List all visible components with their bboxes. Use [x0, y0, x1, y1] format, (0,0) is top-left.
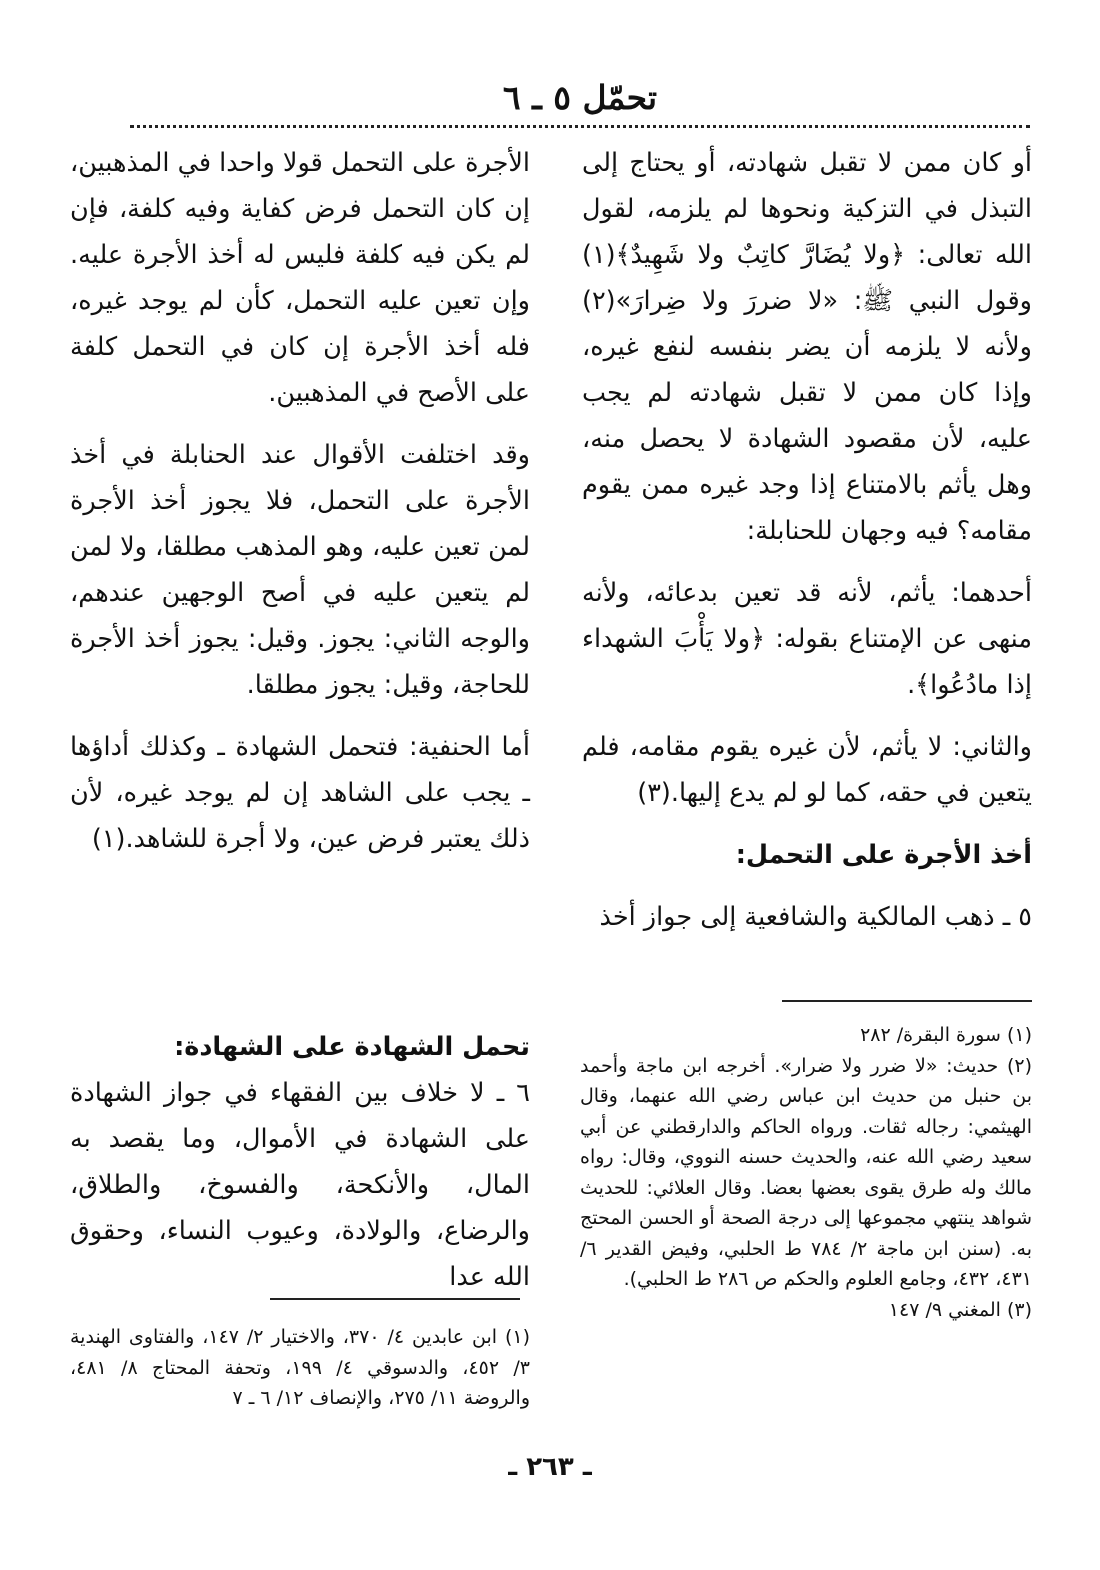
section-heading: تحمل الشهادة على الشهادة: [174, 1032, 530, 1062]
body-paragraph: وقد اختلفت الأقوال عند الحنابلة في أخذ الأجرة على التحمل، فلا يجوز أخذ الأجرة لمن تعين عليه، وهو المذهب مطلقا، ولا لمن لم يتعين عليه في أصح الوجهين عندهم، والوجه الثاني: يجوز. وقيل: يجوز أخذ الأجرة للحاجة، وقيل: يجوز مطلقا. [70, 440, 530, 700]
footnotes-right [580, 1020, 1032, 1325]
header-title: تحمّل ٥ ـ ٦ [502, 78, 658, 117]
footnotes-left [70, 1322, 530, 1414]
footnote: (٢) حديث: «لا ضرر ولا ضرار». أخرجه ابن ماجة وأحمد بن حنبل من حديث ابن عباس رضي الله عنهما، وقال الهيثمي: رجاله ثقات. ورواه الحاكم والدارقطني عن أبي سعيد رضي الله عنه، والحديث حسنه النووي، وقال: رواه مالك وله طرق يقوى بعضها بعضا. وقال العلائي: للحديث شواهد ينتهي مجموعها إلى درجة الصحة أو الحسن المحتج به. (سنن ابن ماجة ٢/ ٧٨٤ ط الحلبي، وفيض القدير ٦/ ٤٣١، ٤٣٢، وجامع العلوم والحكم ص ٢٨٦ ط الحلبي). [580, 1054, 1032, 1290]
footnote: (٣) المغني ٩/ ١٤٧ [888, 1298, 1032, 1321]
left-section-2 [70, 1024, 530, 1300]
footnote-divider [270, 1298, 520, 1300]
body-paragraph: أحدهما: يأثم، لأنه قد تعين بدعائه، ولأنه منهى عن الإمتناع بقوله: ﴿ولا يَأْبَ الشهداء إذا مادُعُوا﴾. [582, 578, 1032, 700]
page-number: ـ ٢٦٣ ـ [508, 1452, 592, 1482]
body-paragraph: أما الحنفية: فتحمل الشهادة ـ وكذلك أداؤها ـ يجب على الشاهد إن لم يوجد غيره، لأن ذلك يعتبر فرض عين، ولا أجرة للشاهد.(١) [70, 732, 530, 854]
right-column [582, 140, 1032, 956]
footnote: (١) ابن عابدين ٤/ ٣٧٠، والاختيار ٢/ ١٤٧، والفتاوى الهندية ٣/ ٤٥٢، والدسوقي ٤/ ١٩٩، وتحفة المحتاج ٨/ ٤٨١، والروضة ١١/ ٢٧٥، والإنصاف ١٢/ ٦ ـ ٧ [70, 1326, 530, 1409]
body-paragraph: والثاني: لا يأثم، لأن غيره يقوم مقامه، فلم يتعين في حقه، كما لو لم يدع إليها.(٣) [582, 732, 1032, 808]
section-text: ٥ ـ ذهب المالكية والشافعية إلى جواز أخذ [599, 902, 1032, 932]
header-dotted-rule [130, 125, 1030, 128]
footnote: (١) سورة البقرة/ ٢٨٢ [860, 1024, 1032, 1046]
body-paragraph: أو كان ممن لا تقبل شهادته، أو يحتاج إلى التبذل في التزكية ونحوها لم يلزمه، لقول الله تعالى: ﴿ولا يُضَارَّ كاتِبٌ ولا شَهِيدٌ﴾(١) وقول النبي ﷺ: «لا ضررَ ولا ضِرارَ»(٢) ولأنه لا يلزمه أن يضر بنفسه لنفع غيره، وإذا كان ممن لا تقبل شهادته لم يجب عليه، لأن مقصود الشهادة لا يحصل منه، وهل يأثم بالامتناع إذا وجد غيره ممن يقوم مقامه؟ فيه وجهان للحنابلة: [582, 148, 1032, 546]
section-heading: أخذ الأجرة على التحمل: [735, 840, 1032, 870]
body-paragraph: الأجرة على التحمل قولا واحدا في المذهبين، إن كان التحمل فرض كفاية وفيه كلفة، فإن لم يكن فيه كلفة فليس له أخذ الأجرة عليه. وإن تعين عليه التحمل، كأن لم يوجد غيره، فله أخذ الأجرة إن كان في التحمل كلفة على الأصح في المذهبين. [70, 148, 530, 408]
running-header [130, 72, 1030, 128]
section-text: ٦ ـ لا خلاف بين الفقهاء في جواز الشهادة على الشهادة في الأموال، وما يقصد به المال، والأنكحة، والفسوخ، والطلاق، والرضاع، والولادة، وعيوب النساء، وحقوق الله عدا [70, 1078, 530, 1292]
footnote-divider [782, 1000, 1032, 1002]
left-column [70, 140, 530, 878]
